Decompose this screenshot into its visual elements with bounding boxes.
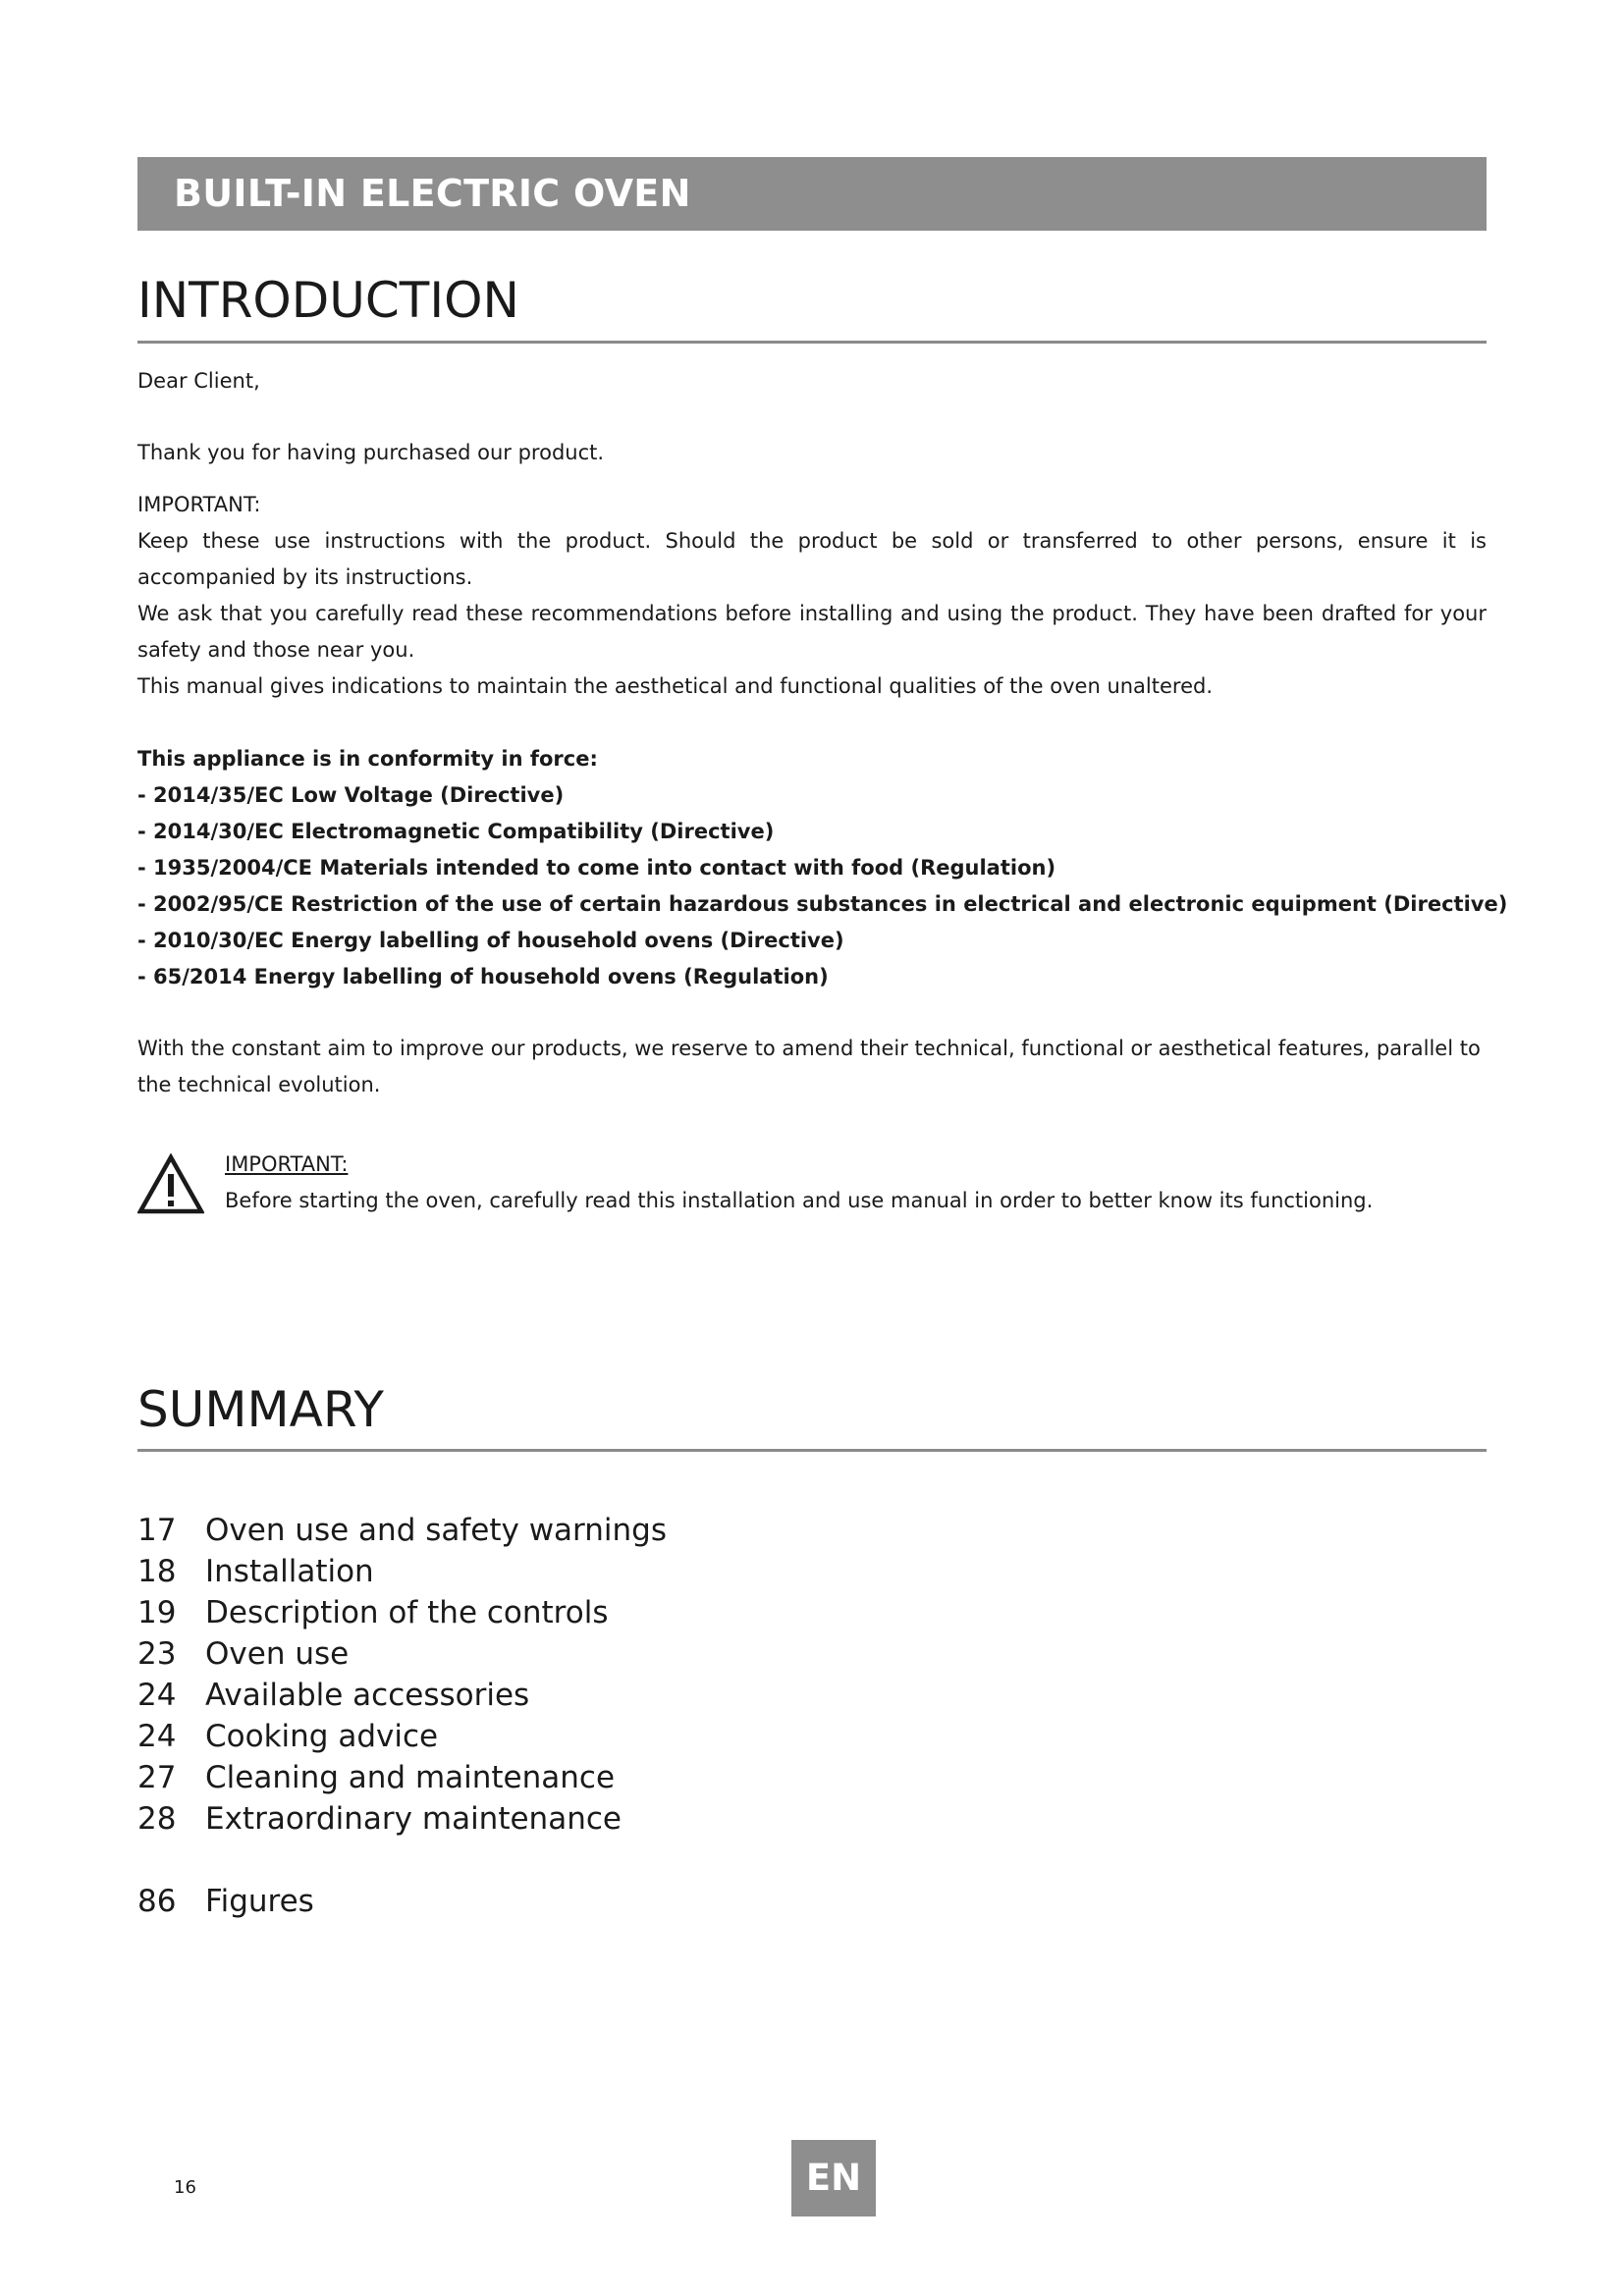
page-number: 16 [174, 2177, 196, 2198]
warning-triangle-icon [137, 1153, 204, 1214]
conformity-item: - 2010/30/EC Energy labelling of household ovens (Directive) [137, 929, 844, 952]
toc-title: Cleaning and maintenance [205, 1760, 616, 1795]
summary-divider [137, 1449, 1487, 1452]
toc-title: Figures [205, 1884, 314, 1919]
toc-page-number: 86 [137, 1884, 177, 1919]
toc-title: Installation [205, 1554, 374, 1589]
toc-item [137, 1716, 438, 1757]
toc-item [137, 1798, 622, 1840]
important-label: IMPORTANT: [137, 493, 261, 516]
language-badge: EN [791, 2140, 876, 2216]
introduction-heading: INTRODUCTION [137, 272, 519, 329]
toc-item [137, 1551, 374, 1592]
greeting: Dear Client, [137, 369, 260, 393]
toc-item [137, 1592, 608, 1633]
conformity-item: - 2014/30/EC Electromagnetic Compatibility (Directive) [137, 820, 775, 843]
toc-item [137, 1757, 615, 1798]
toc-title: Oven use [205, 1636, 350, 1672]
conformity-item: - 2014/35/EC Low Voltage (Directive) [137, 783, 565, 807]
toc-page-number: 19 [137, 1595, 177, 1630]
toc-title: Description of the controls [205, 1595, 609, 1630]
toc-page-number: 28 [137, 1801, 177, 1837]
read-recommendations-paragraph: We ask that you carefully read these recommendations before installing and using the product. They have been drafted for your safety and those near you. [137, 602, 1487, 662]
toc-title: Oven use and safety warnings [205, 1513, 667, 1548]
introduction-divider [137, 341, 1487, 344]
toc-item [137, 1675, 529, 1716]
toc-page-number: 24 [137, 1678, 177, 1713]
banner-title: BUILT-IN ELECTRIC OVEN [174, 172, 691, 215]
manual-paragraph: This manual gives indications to maintain the aesthetical and functional qualities of the oven unaltered. [137, 674, 1214, 698]
summary-heading: SUMMARY [137, 1381, 384, 1438]
header-banner [137, 157, 1487, 231]
thanks-text: Thank you for having purchased our product. [137, 441, 605, 464]
notice-text: Before starting the oven, carefully read this installation and use manual in order to better know its functioning. [225, 1189, 1374, 1212]
toc-page-number: 27 [137, 1760, 177, 1795]
keep-instructions-paragraph: Keep these use instructions with the product. Should the product be sold or transferred to other persons, ensure it is accompanied by its instructions. [137, 529, 1487, 589]
toc-title: Available accessories [205, 1678, 530, 1713]
notice-heading: IMPORTANT: [225, 1152, 349, 1176]
toc-item-figures [137, 1881, 314, 1922]
toc-page-number: 23 [137, 1636, 177, 1672]
toc-page-number: 17 [137, 1513, 177, 1548]
toc-page-number: 24 [137, 1719, 177, 1754]
toc-title: Extraordinary maintenance [205, 1801, 622, 1837]
conformity-item: - 1935/2004/CE Materials intended to come into contact with food (Regulation) [137, 856, 1056, 880]
improvement-paragraph: With the constant aim to improve our products, we reserve to amend their technical, functional or aesthetical features, parallel to the technical evolution. [137, 1037, 1481, 1096]
toc-item [137, 1633, 349, 1675]
toc-page-number: 18 [137, 1554, 177, 1589]
conformity-item: - 2002/95/CE Restriction of the use of certain hazardous substances in electrical and electronic equipment (Directive) [137, 892, 1508, 916]
toc-title: Cooking advice [205, 1719, 439, 1754]
conformity-heading: This appliance is in conformity in force: [137, 747, 598, 771]
conformity-item: - 65/2014 Energy labelling of household ovens (Regulation) [137, 965, 829, 988]
toc-item [137, 1510, 667, 1551]
